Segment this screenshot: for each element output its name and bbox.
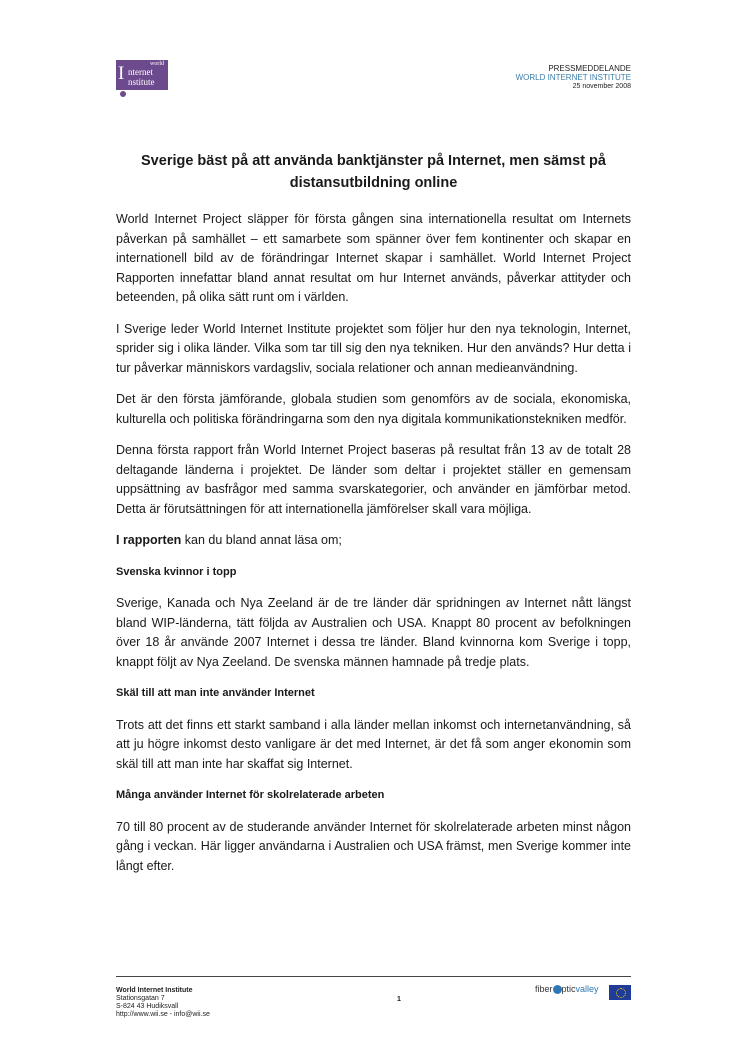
paragraph-4: Denna första rapport från World Internet Project baseras på resultat från 13 av de totalt 28 deltagande länderna i projektet. De länder som deltar i projektet ställer en gemensam uppsättning av basfrågor med samma svarskategorier, och använder en jämförbar metod. Detta är förutsättningen för att internationella jämförelser skall vara möjliga. (116, 443, 631, 516)
paragraph-5-rest: kan du bland annat läsa om; (181, 533, 342, 547)
paragraph-3: Det är den första jämförande, globala studien som genomförs av de sociala, ekonomiska, kulturella och politiska förändringarna som den nya digitala kommunikationstekniken medför. (116, 392, 631, 426)
header-org: WORLD INTERNET INSTITUTE (515, 73, 631, 82)
paragraph-8: 70 till 80 procent av de studerande använder Internet för skolrelaterade arbeten minst någon gång i veckan. Här ligger användarna i Australien och USA främst, men Sverige kommer inte långt efter. (116, 819, 631, 873)
header-date: 25 november 2008 (572, 83, 631, 90)
body-content (116, 210, 631, 888)
footer-contact: http://www.wii.se - info@wii.se (116, 1011, 210, 1018)
doc-type: PRESSMEDDELANDE (548, 64, 631, 73)
logo-line-3: nstitute (128, 77, 155, 87)
fiberoptic-valley-logo (535, 984, 599, 994)
logo-letter: I (118, 63, 125, 84)
footer-city: S-824 43 Hudiksvall (116, 1003, 179, 1010)
subheading-3: Många använder Internet för skolrelaterade arbeten (116, 789, 385, 801)
footer-divider (116, 976, 631, 977)
page-number: 1 (397, 996, 401, 1003)
paragraph-5 (116, 531, 631, 551)
paragraph-6: Sverige, Kanada och Nya Zeeland är de tre länder där spridningen av Internet nått längst bland WIP-länderna, tätt följda av Australien och USA. Knappt 80 procent av befolkningen över 18 år använde 2007 Internet i dessa tre länder. Bland kvinnorna kom Sverige i topp, knappt följt av Nya Zeeland. De svenska männen hamnade på tredje plats. (116, 596, 631, 669)
paragraph-7: Trots att det finns ett starkt samband i alla länder mellan inkomst och internetanvändning, så att ju högre inkomst desto vanligare är det med Internet, är det få som anger ekonomin som skäl till att man inte har skaffat sig Internet. (116, 717, 631, 771)
fiber-text-c: valley (575, 984, 599, 994)
fiber-o-icon (553, 985, 562, 994)
eu-flag-icon (609, 985, 631, 1000)
paragraph-2: I Sverige leder World Internet Institute projektet som följer hur den nya teknologin, Internet, sprider sig i olika länder. Vilka som tar till sig den nya tekniken. Hur den används? Hur detta i tur påverkar människors vardagsliv, sociala relationer och annan medieanvändning. (116, 321, 631, 375)
subheading-2: Skäl till att man inte använder Internet (116, 687, 315, 699)
footer-street: Stationsgatan 7 (116, 995, 165, 1002)
location-pin-icon (120, 91, 126, 97)
fiber-text-b: ptic (561, 984, 576, 994)
header-block (516, 64, 631, 91)
subheading-1: Svenska kvinnor i topp (116, 565, 237, 578)
logo-line-2: nternet (128, 67, 153, 77)
logo-world: world (150, 61, 164, 67)
paragraph-1: World Internet Project släpper för första gången sina internationella resultat om Internets påverkan på samhället – ett samarbete som spänner över fem kontinenter och skapar en internationell bild av de förändringar Internet skapar i samhället. World Internet Project Rapporten innefattar bland annat resultat om hur Internet används, påverkar attityder och beteenden, på olika sätt runt om i världen. (116, 212, 631, 304)
footer-address (116, 987, 210, 1019)
paragraph-5-bold: I rapporten (116, 533, 182, 547)
wii-logo (116, 60, 168, 100)
footer-org: World Internet Institute (116, 987, 193, 994)
fiber-text-a: fiber (535, 984, 553, 994)
page-title: Sverige bäst på att använda banktjänster på Internet, men sämst på distansutbildning online (141, 153, 606, 191)
logo-box (116, 60, 168, 90)
eu-stars-icon (616, 988, 626, 998)
